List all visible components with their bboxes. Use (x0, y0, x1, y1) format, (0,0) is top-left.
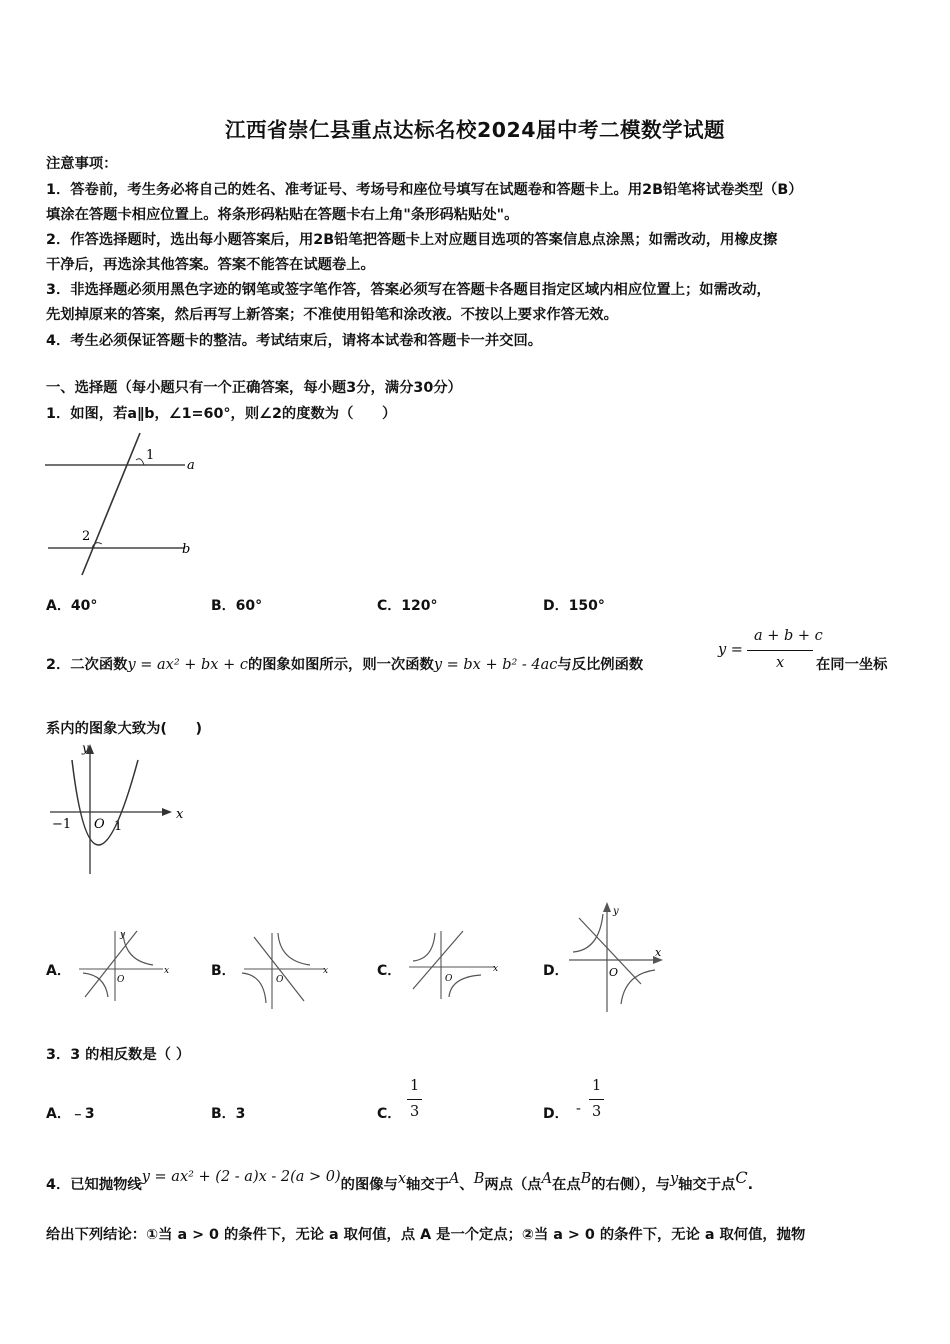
q2-stem-suffix: 在同一坐标 (816, 657, 888, 673)
line-b-label: b (182, 542, 191, 557)
svg-text:y: y (82, 741, 89, 755)
angle-2-label: 2 (82, 529, 91, 544)
q2-option-c-graph (405, 925, 505, 1005)
notice-heading: 注意事项： (46, 156, 118, 172)
q2-parabola-graph (48, 740, 198, 880)
q1-option-c: C．120° (377, 598, 438, 614)
svg-text:x: x (493, 964, 499, 974)
q1-stem: 1．如图，若a∥b，∠1=60°，则∠2的度数为（ ） (46, 406, 397, 422)
svg-text:x: x (164, 966, 170, 976)
q2-f3-lhs: y = (718, 642, 743, 658)
section-heading: 一、选择题（每小题只有一个正确答案，每小题3分，满分30分） (46, 380, 462, 396)
q3-stem: 3．3 的相反数是（ ） (46, 1047, 191, 1063)
q3-option-c-fraction-bar (407, 1099, 422, 1100)
svg-text:O: O (94, 817, 105, 832)
svg-text:x: x (323, 966, 329, 976)
svg-text:O: O (117, 975, 125, 985)
svg-text:O: O (276, 975, 284, 985)
angle-1-label: 1 (146, 448, 155, 463)
q2-quadratic-formula: y = ax² + bx + c (127, 657, 248, 673)
line-a-label: a (187, 458, 195, 473)
notice-line: 4．考生必须保证答题卡的整洁。考试结束后，请将本试卷和答题卡一并交回。 (46, 333, 543, 349)
notice-line: 干净后，再选涂其他答案。答案不能答在试题卷上。 (46, 257, 375, 273)
q2-stem-line2: 系内的图象大致为( ) (46, 721, 203, 737)
q2-f3-numerator: a + b + c (754, 628, 823, 644)
svg-text:y: y (120, 930, 126, 940)
q2-option-b-label: B． (211, 963, 236, 979)
q3-option-d-sign: - (576, 1101, 581, 1117)
q3-option-a: A．﹣3 (46, 1106, 95, 1122)
notice-line: 先划掉原来的答案，然后再写上新答案；不准使用铅笔和涂改液。不按以上要求作答无效。 (46, 307, 618, 323)
q4-parabola-formula: y = ax² + (2 - a)x - 2(a > 0) (141, 1169, 341, 1185)
q1-parallel-lines-figure (40, 430, 210, 580)
svg-text:x: x (176, 807, 184, 822)
q2-option-d-graph (565, 900, 675, 1015)
q2-fraction-bar (747, 650, 813, 651)
q2-option-c-label: C． (377, 963, 402, 979)
q3-option-c-numerator: 1 (410, 1078, 420, 1094)
svg-text:x: x (655, 946, 662, 959)
q1-option-a: A．40° (46, 598, 98, 614)
q2-option-d-label: D． (543, 963, 569, 979)
q2-option-a-graph (75, 925, 175, 1005)
q1-option-b: B．60° (211, 598, 263, 614)
q4-stem-line1: 4．已知抛物线y = ax² + (2 - a)x - 2(a > 0)的图像与x轴交于A、B两点（点A在点B的右侧），与y轴交于点C. (46, 1168, 754, 1193)
page-title: 江西省崇仁县重点达标名校2024届中考二模数学试题 (224, 118, 726, 142)
notice-line: 3．非选择题必须用黑色字迹的钢笔或签字笔作答，答案必须写在答题卡各题目指定区域内相应位置上；如需改动， (46, 282, 771, 298)
svg-text:y: y (613, 906, 619, 917)
notice-line: 1．答卷前，考生务必将自己的姓名、准考证号、考场号和座位号填写在试题卷和答题卡上。用2B铅笔将试卷类型（B） (46, 182, 803, 198)
q3-option-b: B．3 (211, 1106, 246, 1122)
q1-option-d: D．150° (543, 598, 605, 614)
q3-option-d: D． (543, 1106, 569, 1122)
svg-text:−1: −1 (52, 817, 72, 832)
q3-option-d-fraction-bar (589, 1099, 604, 1100)
q2-f3-denominator: x (776, 655, 785, 671)
notice-line: 2．作答选择题时，选出每小题答案后，用2B铅笔把答题卡上对应题目选项的答案信息点涂黑；如需改动，用橡皮擦 (46, 232, 778, 248)
svg-text:1: 1 (114, 819, 123, 834)
q2-option-b-graph (240, 925, 340, 1010)
q3-option-d-denominator: 3 (592, 1104, 602, 1120)
q3-option-c: C． (377, 1106, 402, 1122)
q2-option-a-label: A． (46, 963, 71, 979)
q4-stem-line2: 给出下列结论：①当 a > 0 的条件下，无论 a 取何值，点 A 是一个定点；②当 a > 0 的条件下，无论 a 取何值，抛物 (46, 1227, 806, 1243)
q2-linear-formula: y = bx + b² - 4ac (433, 657, 558, 673)
q2-stem-line1: 2．二次函数y = ax² + bx + c的图象如图所示，则一次函数y = bx + b² - 4ac与反比例函数 (46, 657, 644, 673)
q3-option-c-denominator: 3 (410, 1104, 420, 1120)
notice-line: 填涂在答题卡相应位置上。将条形码粘贴在答题卡右上角"条形码粘贴处"。 (46, 207, 519, 223)
svg-text:O: O (445, 974, 453, 984)
q3-option-d-numerator: 1 (592, 1078, 602, 1094)
svg-text:O: O (609, 966, 619, 979)
